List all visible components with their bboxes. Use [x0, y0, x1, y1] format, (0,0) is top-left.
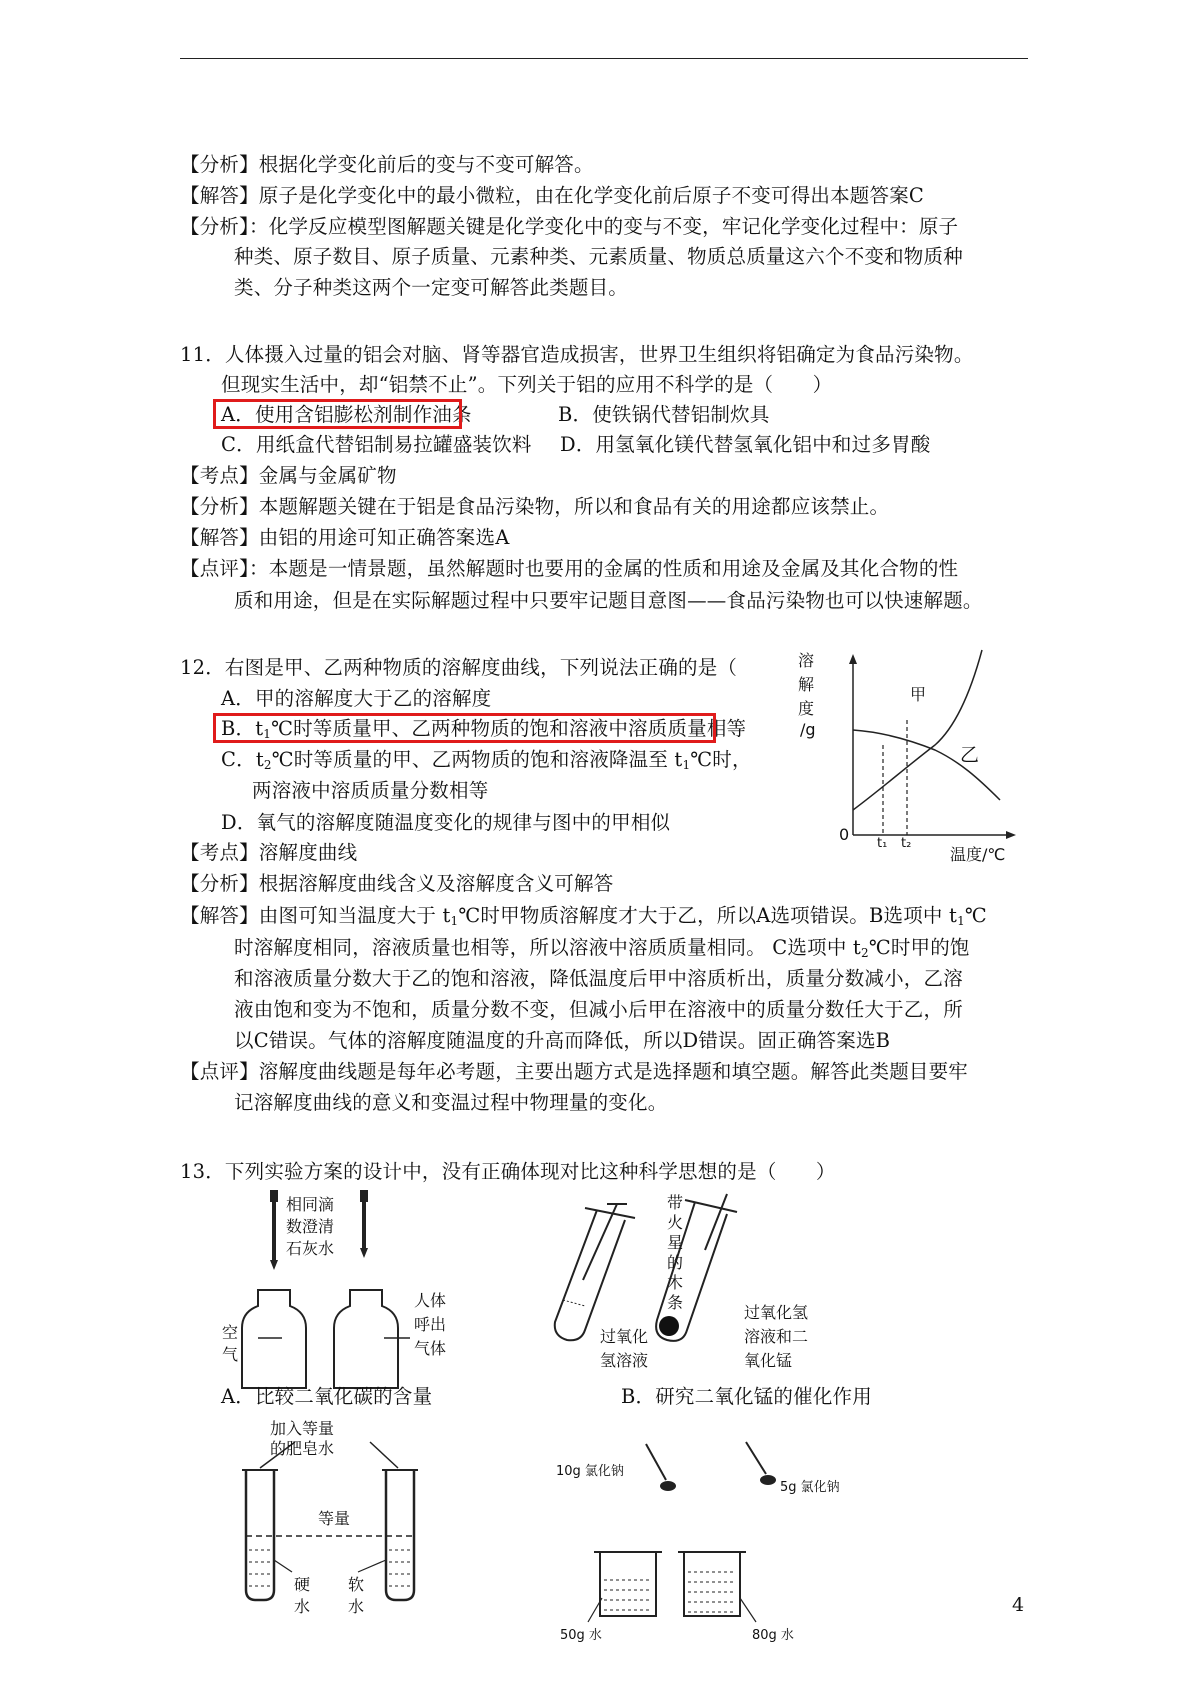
page-number: 4 — [1012, 1594, 1025, 1616]
fig-a-right-label-2: 呼出 — [414, 1315, 447, 1334]
q10-analysis2-line2: 种类、原子数目、原子质量、元素种类、元素质量、物质总质量这六个不变和物质种 — [234, 245, 963, 268]
fig-b-stick-label-4: 的 — [667, 1253, 684, 1272]
fig-c-right-label-2: 水 — [348, 1597, 365, 1616]
q12-comment-line1: 【点评】溶解度曲线题是每年必考题，主要出题方式是选择题和填空题。解答此类题目要牢 — [180, 1060, 969, 1083]
test-tube-hard-water — [246, 1470, 274, 1600]
fig-b-left-label-1: 过氧化 — [600, 1327, 649, 1346]
q11-option-d: D．用氢氧化镁代替氢氧化铝中和过多胃酸 — [560, 433, 931, 456]
fig-a-right-label-1: 人体 — [414, 1291, 447, 1310]
q12-answer-line3: 和溶液质量分数大于乙的饱和溶液，降低温度后甲中溶质析出，质量分数减小，乙溶 — [234, 967, 963, 990]
graph-curve-yi-label: 乙 — [960, 744, 980, 766]
q12-stem: 12．右图是甲、乙两种物质的溶解度曲线，下列说法正确的是（ — [180, 656, 738, 679]
test-tube-left — [555, 1210, 625, 1340]
fig-c-left-label-1: 硬 — [294, 1575, 311, 1594]
q12-option-c: C．$t_2℃$时等质量的甲、乙两物质的饱和溶液降温至 $t_1℃$时， — [221, 748, 752, 772]
fig-a-left-label-1: 空 — [222, 1323, 239, 1342]
bottle-breath — [334, 1290, 398, 1388]
beaker-left — [600, 1552, 656, 1616]
fig-b-stick-label-2: 火 — [667, 1213, 684, 1232]
fig-a-left-label-2: 气 — [222, 1345, 239, 1364]
q11-option-c: C．用纸盒代替铝制易拉罐盛装饮料 — [221, 433, 532, 456]
fig-c-equal-label: 等量 — [318, 1509, 351, 1528]
tube-rim-left — [585, 1208, 635, 1218]
liquid-level-left — [563, 1300, 585, 1306]
q12-comment-line2: 记溶解度曲线的意义和变温过程中物理量的变化。 — [234, 1091, 668, 1114]
fig-b-right-label-1: 过氧化氢 — [744, 1303, 809, 1322]
dropper-tip — [270, 1260, 278, 1270]
fig-b-caption: B．研究二氧化锰的催化作用 — [621, 1385, 872, 1408]
q12-answer-line5: 以C错误。气体的溶解度随温度的升高而降低，所以D错误。固正确答案选B — [234, 1029, 891, 1052]
pointer-line — [740, 1598, 756, 1622]
fig-a-right-label-3: 气体 — [414, 1339, 447, 1358]
q10-answer: 【解答】原子是化学变化中的最小微粒，由在化学变化前后原子不变可得出本题答案C — [180, 184, 925, 207]
pointer-line — [370, 1442, 398, 1468]
q12-option-c-line2: 两溶液中溶质质量分数相等 — [252, 779, 489, 802]
fig-b-right-label-2: 溶液和二 — [744, 1327, 809, 1346]
wooden-stick-left — [583, 1204, 617, 1280]
graph-x-label: 温度/℃ — [950, 845, 1006, 864]
spoon-handle-left — [646, 1444, 666, 1480]
fig-c-top-label-2: 的肥皂水 — [270, 1439, 335, 1458]
graph-y-label-1: 溶 — [798, 651, 815, 670]
manganese-dioxide-dot — [659, 1316, 679, 1336]
spoon-handle-right — [746, 1442, 766, 1474]
x-axis-arrow — [1006, 831, 1016, 839]
q11-kaodian: 【考点】金属与金属矿物 — [180, 464, 397, 487]
graph-y-label-4: /g — [800, 720, 816, 739]
dropper-bulb — [270, 1190, 278, 1202]
fig-a-dropper-label-1: 相同滴 — [286, 1195, 335, 1214]
solubility-graph — [830, 650, 1030, 860]
fig-c-left-label-2: 水 — [294, 1597, 311, 1616]
bottle-air — [242, 1290, 306, 1388]
fig-b-left-label-2: 氢溶液 — [600, 1351, 649, 1370]
q13-stem: 13．下列实验方案的设计中，没有正确体现对比这种科学思想的是（ ） — [180, 1160, 836, 1183]
q11-option-a: A．使用含铝膨松剂制作油条 — [221, 403, 472, 426]
q12-analysis: 【分析】根据溶解度曲线含义及溶解度含义可解答 — [180, 872, 614, 895]
q11-stem-line2: 但现实生活中，却“铝禁不止”。下列关于铝的应用不科学的是（ ） — [221, 373, 833, 396]
fig-a-dropper-label-3: 石灰水 — [286, 1239, 335, 1258]
fig-d-salt-label-1: 10g 氯化钠 — [556, 1464, 624, 1479]
q11-comment-line1: 【点评】：本题是一情景题，虽然解题时也要用的金属的性质和用途及金属及其化合物的性 — [180, 557, 959, 580]
fig-b-stick-label-6: 条 — [667, 1293, 684, 1312]
fig-b-stick-label-1: 带 — [667, 1193, 684, 1212]
pointer-line — [358, 1560, 386, 1572]
fig-b-stick-label-5: 木 — [667, 1273, 684, 1292]
fig-d-water-label-1: 50g 水 — [560, 1628, 602, 1643]
q11-stem-line1: 11．人体摄入过量的铝会对脑、肾等器官造成损害，世界卫生组织将铝确定为食品污染物。 — [180, 343, 974, 366]
test-tube-soft-water — [386, 1470, 414, 1600]
y-axis-arrow — [849, 654, 857, 664]
graph-tick-t1: t₁ — [877, 836, 888, 851]
spoon-left — [660, 1481, 676, 1491]
beaker-right — [684, 1552, 740, 1616]
graph-y-label-3: 度 — [798, 699, 815, 718]
fig-b-right-label-3: 氧化锰 — [744, 1351, 793, 1370]
water-hatching — [604, 1580, 652, 1610]
water-hatching — [688, 1572, 736, 1612]
q12-option-b: B．$t_1℃$时等质量甲、乙两种物质的饱和溶液中溶质质量相等 — [221, 717, 747, 741]
spoon-right — [760, 1475, 776, 1485]
graph-tick-t2: t₂ — [901, 836, 912, 851]
q10-analysis: 【分析】根据化学变化前后的变与不变可解答。 — [180, 153, 594, 176]
graph-y-label-2: 解 — [798, 675, 815, 694]
fig-c-top-label-1: 加入等量 — [270, 1419, 335, 1438]
answer-highlight-box — [213, 399, 462, 429]
q12-option-a: A．甲的溶解度大于乙的溶解度 — [221, 687, 492, 710]
q10-analysis2-line1: 【分析】：化学反应模型图解题关键是化学变化中的变与不变，牢记化学变化过程中：原子 — [180, 215, 959, 238]
q11-answer: 【解答】由铝的用途可知正确答案选A — [180, 526, 510, 549]
q10-analysis2-line3: 类、分子种类这两个一定变可解答此类题目。 — [234, 276, 629, 299]
answer-highlight-box — [213, 713, 716, 743]
q12-option-d: D．氧气的溶解度随温度变化的规律与图中的甲相似 — [221, 811, 671, 834]
header-rule — [180, 58, 1028, 59]
fig-c-right-label-1: 软 — [348, 1575, 365, 1594]
fig-a-dropper-label-2: 数澄清 — [286, 1217, 335, 1236]
graph-origin: 0 — [839, 825, 850, 844]
fig-d-water-label-2: 80g 水 — [752, 1628, 794, 1643]
fig-d-salt-label-2: 5g 氯化钠 — [780, 1480, 840, 1495]
q11-comment-line2: 质和用途，但是在实际解题过程中只要牢记题目意图——食品污染物也可以快速解题。 — [234, 589, 983, 612]
q11-option-b: B．使铁锅代替铝制炊具 — [558, 403, 770, 426]
curve-jia — [853, 650, 982, 810]
q12-answer-line1: 【解答】由图可知当温度大于 $t_1℃$时甲物质溶解度才大于乙，所以A选项错误。B选项中 $t_1℃$ — [180, 904, 987, 928]
pointer-line — [274, 1560, 292, 1572]
fig-b-stick-label-3: 星 — [667, 1233, 684, 1252]
q12-answer-line2: 时溶解度相同，溶液质量也相等，所以溶液中溶质质量相同。 C选项中 $t_2℃$时甲的饱 — [234, 936, 970, 960]
q11-analysis: 【分析】本题解题关键在于铝是食品污染物，所以和食品有关的用途都应该禁止。 — [180, 495, 890, 518]
fig-a-caption: A．比较二氧化碳的含量 — [221, 1385, 433, 1408]
graph-curve-jia-label: 甲 — [910, 685, 927, 704]
dropper-tip — [360, 1248, 368, 1258]
q12-kaodian: 【考点】溶解度曲线 — [180, 841, 358, 864]
dropper-bulb — [360, 1190, 368, 1202]
q12-answer-line4: 液由饱和变为不饱和，质量分数不变，但减小后甲在溶液中的质量分数任大于乙，所 — [234, 998, 963, 1021]
